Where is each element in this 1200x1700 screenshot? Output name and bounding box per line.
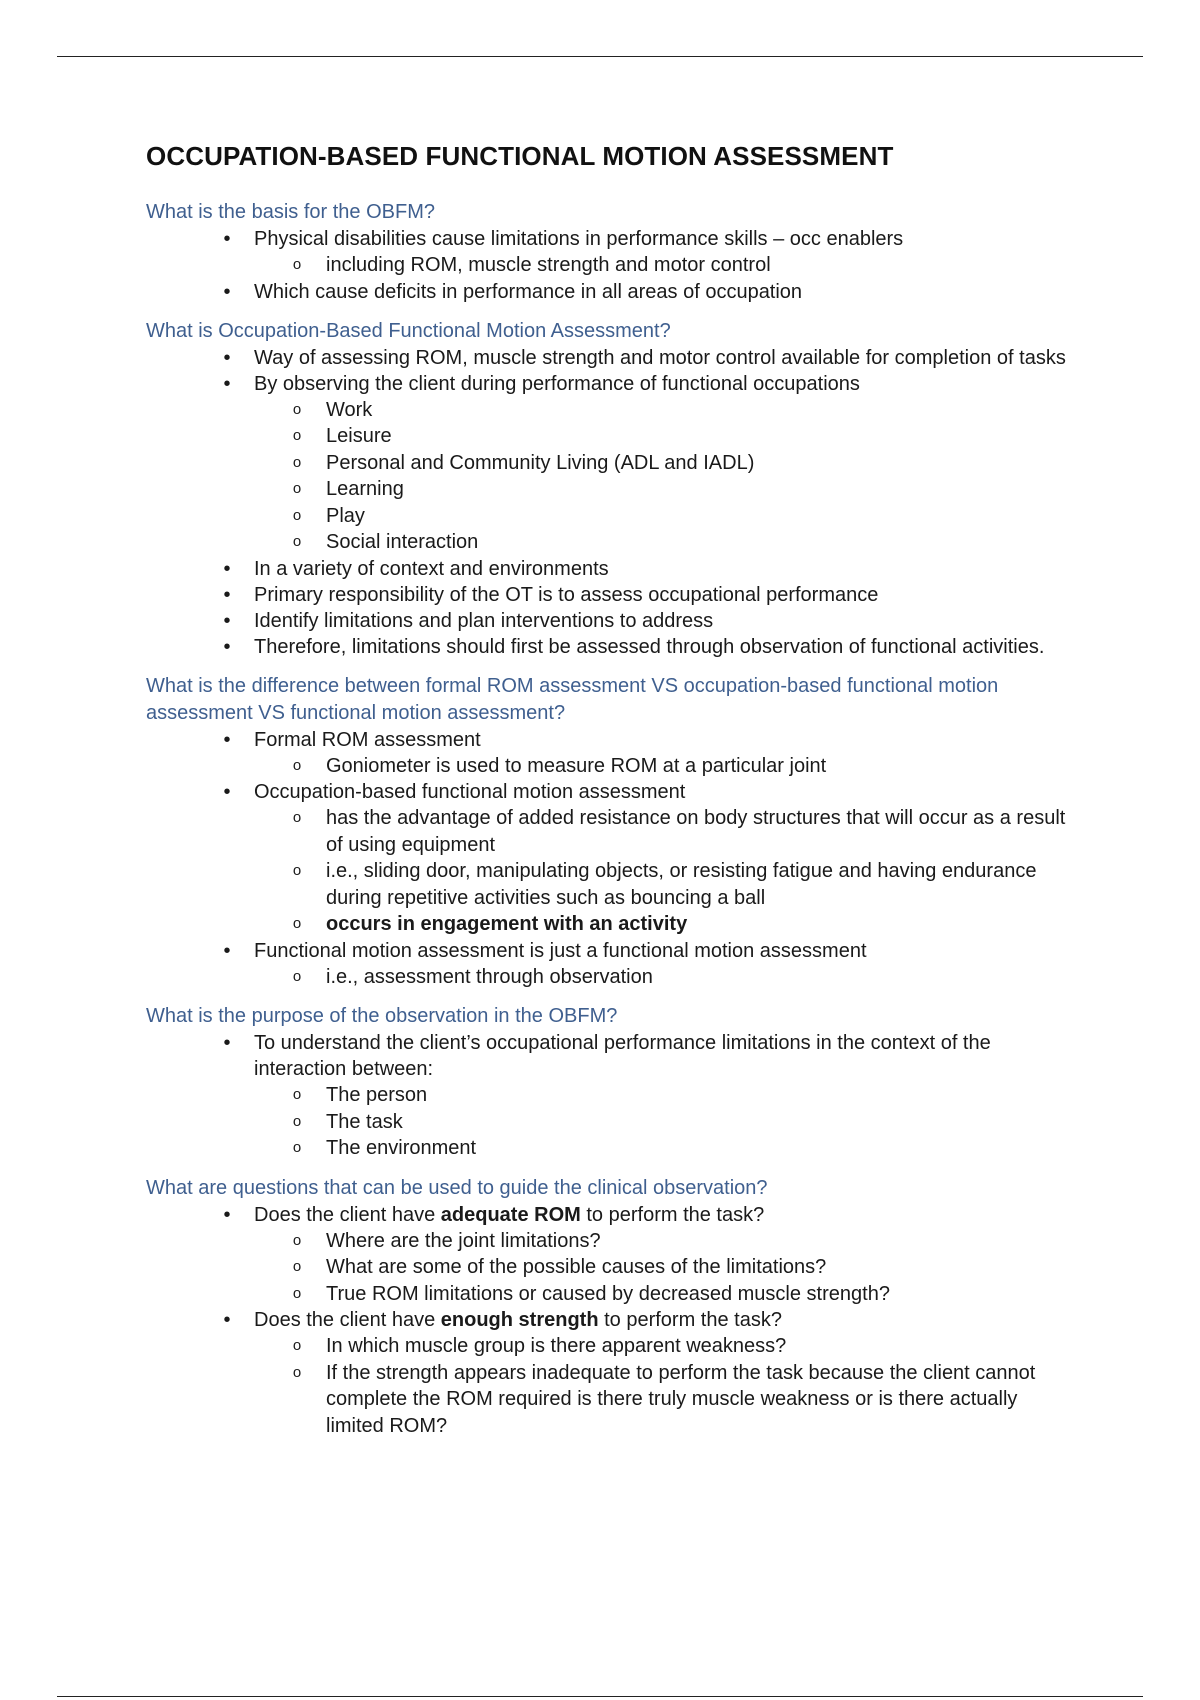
list-item-text: Primary responsibility of the OT is to assess occupational performance: [254, 583, 879, 606]
list-item-text: Does the client have: [254, 1203, 441, 1226]
list-item: [223, 1202, 1066, 1308]
sub-list-item: [292, 911, 1066, 938]
sub-bullet-icon: o: [292, 862, 302, 879]
sub-list-item: [292, 423, 1066, 450]
sub-list-item-text: The person: [326, 1084, 428, 1106]
section-question: What is Occupation-Based Functional Motion Assessment?: [146, 319, 671, 342]
sub-list-item-text: i.e., sliding door, manipulating objects, or resisting fatigue and having endurance during repetitive activities such as bouncing a ball: [326, 860, 1037, 909]
list-item-text: To understand the client’s occupational performance limitations in the context of the interaction between:: [254, 1032, 991, 1080]
sub-list-item-text: Learning: [326, 478, 404, 500]
sub-bullet-list: [254, 964, 1066, 991]
bullet-icon: •: [223, 781, 231, 803]
list-item-text: Occupation-based functional motion assessment: [254, 781, 686, 803]
sub-list-item: [292, 1254, 1066, 1281]
sub-bullet-icon: o: [292, 453, 302, 471]
bullet-icon: •: [223, 939, 231, 962]
sub-list-item: [292, 1281, 1066, 1308]
bullet-list: [146, 727, 1066, 991]
sub-bullet-list: [254, 1228, 1066, 1308]
sub-list-item: [292, 529, 1066, 556]
sub-list-item-text: Play: [326, 504, 365, 527]
section-obfm-basis: [146, 199, 1066, 305]
bullet-icon: •: [223, 557, 231, 580]
list-item: [223, 279, 1066, 305]
sub-bullet-icon: o: [292, 1363, 302, 1381]
sub-list-item: [292, 476, 1066, 503]
sub-list-item-text: In which muscle group is there apparent weakness?: [326, 1335, 787, 1357]
list-item: [223, 226, 1066, 279]
list-item-text-bold: adequate ROM: [440, 1203, 581, 1226]
list-item-text: Identify limitations and plan interventions to address: [254, 609, 714, 632]
sub-bullet-icon: o: [292, 533, 302, 550]
section-guiding-questions: [146, 1175, 1066, 1440]
bullet-icon: •: [223, 635, 231, 658]
sub-list-item-text: Personal and Community Living (ADL and IADL): [326, 451, 755, 474]
sub-list-item: [292, 1135, 1066, 1162]
sub-list-item-text: has the advantage of added resistance on body structures that will occur as a result of using equipment: [326, 807, 1066, 856]
bullet-icon: •: [223, 280, 231, 303]
sub-bullet-list: [254, 252, 1066, 279]
section-question: What are questions that can be used to guide the clinical observation?: [146, 1176, 768, 1199]
sub-list-item: [292, 858, 1066, 911]
sub-bullet-icon: o: [292, 1337, 302, 1354]
list-item-text: Therefore, limitations should first be assessed through observation of functional activities.: [254, 635, 1045, 658]
list-item: [223, 727, 1066, 780]
sub-list-item-text: Where are the joint limitations?: [326, 1229, 601, 1252]
sub-list-item: [292, 1360, 1066, 1440]
sub-list-item-text: What are some of the possible causes of the limitations?: [326, 1256, 827, 1278]
list-item: [223, 371, 1066, 556]
sub-bullet-icon: o: [292, 809, 302, 826]
list-item: [223, 938, 1066, 991]
list-item-text: Formal ROM assessment: [254, 728, 481, 751]
bullet-list: [146, 1030, 1066, 1162]
sub-list-item: [292, 252, 1066, 279]
sub-list-item-text: The task: [326, 1110, 403, 1133]
list-item: [223, 634, 1066, 660]
sub-bullet-icon: o: [292, 427, 302, 444]
list-item: [223, 1307, 1066, 1439]
sub-bullet-icon: o: [292, 480, 302, 497]
sub-bullet-list: [254, 753, 1066, 780]
bullet-icon: •: [223, 583, 231, 606]
footer-rule: [57, 1696, 1143, 1697]
list-item: [223, 556, 1066, 582]
bullet-icon: •: [223, 1309, 231, 1331]
bullet-icon: •: [223, 609, 231, 632]
header-rule: [57, 56, 1143, 57]
bullet-icon: •: [223, 346, 231, 369]
sub-list-item-text: If the strength appears inadequate to perform the task because the client cannot complete the ROM required is there truly muscle weakness or is there actually limited ROM?: [326, 1361, 1036, 1437]
list-item-text: Functional motion assessment is just a functional motion assessment: [254, 939, 867, 962]
sub-bullet-icon: o: [292, 506, 302, 524]
sub-list-item: [292, 964, 1066, 991]
sub-bullet-list: [254, 805, 1066, 938]
sub-bullet-icon: o: [292, 1139, 302, 1156]
sub-list-item-text: True ROM limitations or caused by decreased muscle strength?: [326, 1282, 890, 1305]
document-title: OCCUPATION-BASED FUNCTIONAL MOTION ASSESSMENT: [146, 141, 894, 171]
sub-list-item-text-bold: occurs in engagement with an activity: [326, 913, 688, 935]
sub-bullet-icon: o: [292, 1112, 302, 1130]
list-item: [223, 1030, 1066, 1162]
section-assessment-differences: [146, 673, 1066, 991]
bullet-icon: •: [223, 1032, 231, 1054]
sub-list-item-text: including ROM, muscle strength and motor control: [326, 254, 771, 276]
bullet-icon: •: [223, 372, 231, 395]
sub-bullet-icon: o: [292, 1258, 302, 1275]
sub-list-item: [292, 1082, 1066, 1109]
sub-bullet-icon: o: [292, 400, 302, 418]
sub-bullet-list: [254, 1333, 1066, 1439]
sub-list-item: [292, 753, 1066, 780]
sub-bullet-icon: o: [292, 1231, 302, 1249]
list-item-text-bold: enough strength: [440, 1309, 599, 1331]
list-item-text: In a variety of context and environments: [254, 557, 609, 580]
sub-list-item-text: Social interaction: [326, 531, 479, 553]
sub-list-item: [292, 1333, 1066, 1360]
list-item: [223, 608, 1066, 634]
sub-list-item: [292, 805, 1066, 858]
list-item: [223, 345, 1066, 371]
section-observation-purpose: [146, 1003, 1066, 1162]
list-item-text: Way of assessing ROM, muscle strength and motor control available for completion of tasks: [254, 346, 1066, 369]
list-item: [223, 582, 1066, 608]
sub-list-item-text: Leisure: [326, 425, 392, 447]
section-question: What is the basis for the OBFM?: [146, 201, 435, 223]
sub-list-item: [292, 1109, 1066, 1136]
list-item-text: Which cause deficits in performance in all areas of occupation: [254, 280, 803, 303]
bullet-list: [146, 1202, 1066, 1440]
sub-list-item: [292, 503, 1066, 530]
sub-list-item-text: Work: [326, 398, 373, 421]
list-item-text: to perform the task?: [580, 1203, 765, 1226]
list-item-text: to perform the task?: [598, 1309, 782, 1331]
bullet-icon: •: [223, 728, 231, 751]
sub-bullet-icon: o: [292, 1086, 302, 1103]
sub-bullet-icon: o: [292, 256, 302, 273]
sub-bullet-icon: o: [292, 1284, 302, 1302]
list-item: [223, 779, 1066, 938]
sub-bullet-list: [254, 1082, 1066, 1162]
sub-list-item: [292, 1228, 1066, 1255]
bullet-icon: •: [223, 228, 231, 250]
document-body: [146, 140, 1066, 1452]
bullet-list: [146, 345, 1066, 660]
section-question: What is the purpose of the observation in the OBFM?: [146, 1005, 618, 1027]
sub-list-item-text: The environment: [326, 1137, 477, 1159]
section-question: What is the difference between formal ROM assessment VS occupation-based functional motion assessment VS functional motion assessment?: [146, 674, 999, 724]
sub-list-item: [292, 397, 1066, 424]
sub-bullet-list: [254, 397, 1066, 556]
sub-bullet-icon: o: [292, 756, 302, 774]
sub-bullet-icon: o: [292, 967, 302, 985]
bullet-icon: •: [223, 1203, 231, 1226]
bullet-list: [146, 226, 1066, 305]
sub-list-item: [292, 450, 1066, 477]
list-item-text: By observing the client during performance of functional occupations: [254, 372, 860, 395]
list-item-text: Does the client have: [254, 1309, 441, 1331]
sub-bullet-icon: o: [292, 915, 302, 932]
sub-list-item-text: Goniometer is used to measure ROM at a particular joint: [326, 754, 827, 777]
section-obfm-definition: [146, 318, 1066, 660]
list-item-text: Physical disabilities cause limitations in performance skills – occ enablers: [254, 228, 904, 250]
sub-list-item-text: i.e., assessment through observation: [326, 965, 653, 988]
